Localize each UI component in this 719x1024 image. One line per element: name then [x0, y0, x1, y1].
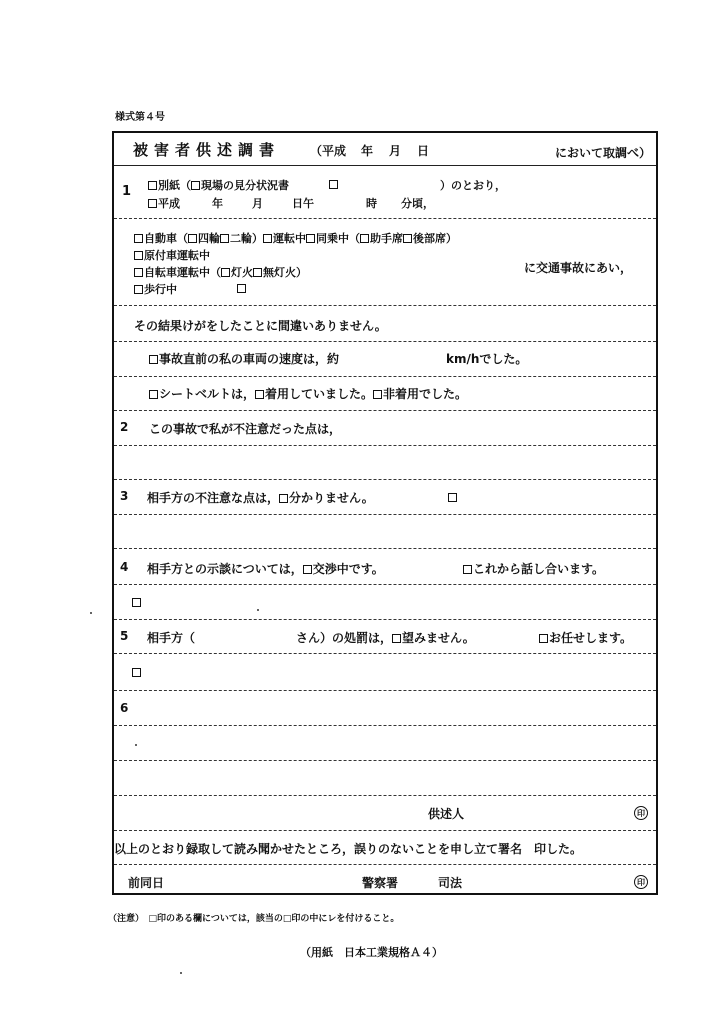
- divider: [114, 864, 656, 865]
- deponent-label: 供述人: [428, 807, 465, 821]
- section-2-text: この事故で私が不注意だった点は，: [149, 422, 342, 436]
- section-4-line: 相手方との示談については， 交渉中です。: [147, 562, 384, 576]
- no-punishment-checkbox[interactable]: [392, 634, 401, 643]
- four-wheel-checkbox[interactable]: [188, 234, 197, 243]
- divider: [114, 218, 656, 219]
- section-5-line: さん）の処罰は， 望みません。: [296, 631, 475, 645]
- divider: [114, 305, 656, 306]
- section-6-number: 6: [120, 701, 129, 715]
- scan-speck: [257, 609, 259, 611]
- datetime-line: 平成: [148, 195, 180, 211]
- divider: [114, 653, 656, 654]
- divider: [114, 548, 656, 549]
- section-4-number: 4: [120, 560, 129, 574]
- speed-line: 事故直前の私の車両の速度は，約: [149, 350, 339, 367]
- divider: [114, 619, 656, 620]
- datetime-checkbox[interactable]: [148, 199, 157, 208]
- section-5-leave: お任せします。: [539, 629, 632, 646]
- divider: [114, 341, 656, 342]
- divider: [114, 795, 656, 796]
- incident-month: 月: [252, 197, 263, 210]
- form-number: 様式第４号: [115, 112, 165, 123]
- vehicle-line-moped: 原付車運転中: [134, 247, 210, 263]
- section-5-number: 5: [120, 629, 129, 643]
- seatbelt-wearing-checkbox[interactable]: [255, 390, 264, 399]
- attachment-checkbox[interactable]: [148, 181, 157, 190]
- interview-location-suffix: において取調べ）: [555, 146, 652, 160]
- section-3-line: 相手方の不注意な点は， 分かりません。: [147, 491, 374, 505]
- instructions-note: （注意） □印のある欄については，該当の□印の中にレを付けること。: [108, 914, 400, 924]
- deponent-seal-icon: 印: [634, 806, 648, 820]
- vehicle-line-car: 自動車（ 四輪 二輪） 運転中 同乗中（ 助手席 後部席）: [134, 230, 457, 246]
- walking-checkbox[interactable]: [134, 285, 143, 294]
- divider: [114, 690, 656, 691]
- incident-minute: 分頃，: [401, 197, 434, 210]
- form-title: 被害者供述調書: [133, 141, 281, 159]
- incident-day: 日午: [292, 197, 314, 210]
- paper-spec: （用紙 日本工業規格Ａ４）: [300, 946, 443, 959]
- car-checkbox[interactable]: [134, 234, 143, 243]
- date-day: 日: [417, 144, 430, 158]
- speed-unit: km/hでした。: [446, 352, 528, 366]
- section-5-text: 相手方（: [147, 631, 196, 645]
- divider: [114, 584, 656, 585]
- leave-to-authority-checkbox[interactable]: [539, 634, 548, 643]
- negotiating-checkbox[interactable]: [303, 565, 312, 574]
- section-1-number: 1: [122, 184, 132, 199]
- section-2-number: 2: [120, 420, 129, 434]
- other-mode-checkbox[interactable]: [237, 284, 246, 293]
- divider: [114, 514, 656, 515]
- bicycle-checkbox[interactable]: [134, 268, 143, 277]
- same-day-label: 前同日: [128, 876, 165, 890]
- section-5-other-checkbox[interactable]: [132, 668, 141, 677]
- incident-hour: 時: [366, 197, 377, 210]
- vehicle-line-walking: 歩行中: [134, 281, 177, 297]
- unknown-checkbox[interactable]: [279, 494, 288, 503]
- passenger-checkbox[interactable]: [306, 234, 315, 243]
- attachment-close: ）のとおり，: [440, 179, 506, 192]
- judicial-label: 司法: [438, 876, 463, 890]
- will-discuss-checkbox[interactable]: [463, 565, 472, 574]
- divider: [114, 479, 656, 480]
- diagram-checkbox[interactable]: [191, 181, 200, 190]
- moped-checkbox[interactable]: [134, 251, 143, 260]
- certification-statement: 以上のとおり録取して読み聞かせたところ，誤りのないことを申し立て署名 印した。: [114, 842, 583, 856]
- divider: [114, 760, 656, 761]
- driving-checkbox[interactable]: [263, 234, 272, 243]
- light-on-checkbox[interactable]: [221, 268, 230, 277]
- divider: [114, 410, 656, 411]
- section-4-will-discuss: これから話し合います。: [463, 560, 604, 577]
- date-month: 月: [389, 144, 402, 158]
- section-3-number: 3: [120, 489, 129, 503]
- seatbelt-checkbox[interactable]: [149, 390, 158, 399]
- divider: [114, 445, 656, 446]
- speed-checkbox[interactable]: [149, 355, 158, 364]
- light-off-checkbox[interactable]: [253, 268, 262, 277]
- scan-speck: [135, 744, 137, 746]
- seatbelt-not-wearing-checkbox[interactable]: [373, 390, 382, 399]
- attachment-line: 別紙（ 現場の見分状況書: [148, 177, 289, 193]
- section-3-other-checkbox[interactable]: [448, 493, 457, 502]
- two-wheel-checkbox[interactable]: [220, 234, 229, 243]
- incident-year: 年: [212, 197, 223, 210]
- front-seat-checkbox[interactable]: [360, 234, 369, 243]
- date-year: 年: [361, 144, 374, 158]
- divider: [114, 376, 656, 377]
- divider: [114, 830, 656, 831]
- seatbelt-line: シートベルトは， 着用していました。 非着用でした。: [149, 385, 467, 402]
- scan-speck: [90, 612, 92, 614]
- vehicle-line-bicycle: 自転車運転中（ 灯火 無灯火）: [134, 264, 307, 280]
- scan-speck: [180, 972, 182, 974]
- injury-statement: その結果けがをしたことに間違いありません。: [134, 319, 387, 333]
- other-document-checkbox[interactable]: [329, 180, 338, 189]
- divider: [114, 725, 656, 726]
- accident-text: に交通事故にあい，: [524, 261, 633, 275]
- rear-seat-checkbox[interactable]: [403, 234, 412, 243]
- officer-seal-icon: 印: [634, 875, 648, 889]
- date-prefix: （平成: [310, 144, 347, 158]
- header-divider: [114, 165, 656, 166]
- police-station-label: 警察署: [362, 876, 399, 890]
- section-4-other-checkbox[interactable]: [132, 598, 141, 607]
